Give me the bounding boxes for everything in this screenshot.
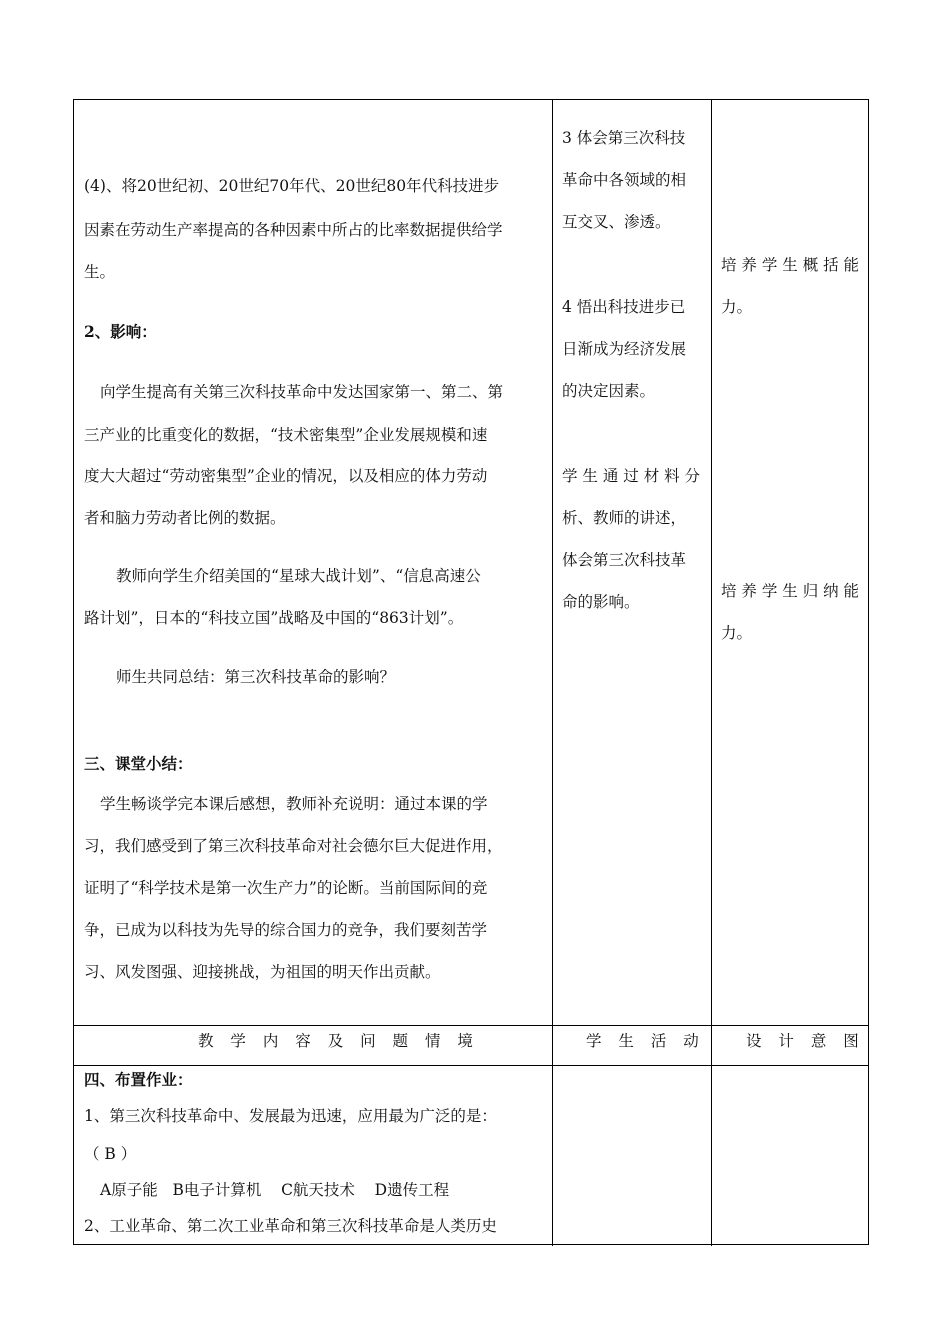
text-line: 度大大超过“劳动密集型”企业的情况，以及相应的体力劳动	[84, 467, 488, 485]
text-line: 培 养 学 生 归 纳 能	[721, 582, 860, 600]
text-line: 三产业的比重变化的数据，“技术密集型”企业发展规模和速	[84, 426, 488, 444]
text-line: 3 体会第三次科技	[562, 129, 686, 147]
text-line: 者和脑力劳动者比例的数据。	[84, 509, 286, 527]
question: 2、工业革命、第二次工业革命和第三次科技革命是人类历史	[84, 1217, 497, 1235]
header-content: 教 学 内 容 及 问 题 情 境	[198, 1032, 479, 1050]
intent-cell	[712, 100, 870, 1025]
text-line: 证明了“科学技术是第一次生产力”的论断。当前国际间的竞	[84, 879, 488, 897]
text-line: 析、教师的讲述，	[562, 509, 687, 527]
text-line: 革命中各领域的相	[562, 171, 687, 189]
text-line: 力。	[721, 298, 753, 316]
text-line: 因素在劳动生产率提高的各种因素中所占的比率数据提供给学	[84, 221, 503, 239]
header-activity: 学 生 活 动	[586, 1032, 705, 1050]
text-line: 教师向学生介绍美国的“星球大战计划”、“信息高速公	[116, 567, 481, 585]
text-line: 争，已成为以科技为先导的综合国力的竞争，我们要刻苦学	[84, 921, 488, 939]
question: 1、第三次科技革命中、发展最为迅速，应用最为广泛的是：	[84, 1107, 497, 1125]
text-line: 学 生 通 过 材 料 分	[562, 467, 701, 485]
homework-cell	[74, 1066, 552, 1246]
text-line: (4)、将20世纪初、20世纪70年代、20世纪80年代科技进步	[84, 177, 500, 195]
text-line: 培 养 学 生 概 括 能	[721, 256, 860, 274]
text-line: 路计划”，日本的“科技立国”战略及中国的“863计划”。	[84, 609, 464, 627]
section-heading: 四、布置作业：	[84, 1070, 193, 1089]
text-line: 的决定因素。	[562, 382, 656, 400]
text-line: 力。	[721, 624, 753, 642]
section-heading: 三、课堂小结：	[84, 754, 193, 773]
activity-cell	[553, 100, 711, 1025]
text-line: 日渐成为经济发展	[562, 340, 687, 358]
text-line: 命的影响。	[562, 593, 640, 611]
content-cell	[74, 100, 552, 1025]
row-divider	[74, 1025, 868, 1026]
text-line: 体会第三次科技革	[562, 551, 687, 569]
text-line: 学生畅谈学完本课后感想，教师补充说明：通过本课的学	[100, 795, 488, 813]
text-line: 向学生提高有关第三次科技革命中发达国家第一、第二、第	[100, 383, 504, 401]
text-line: 4 悟出科技进步已	[562, 298, 686, 316]
text-line: 师生共同总结：第三次科技革命的影响？	[116, 668, 396, 686]
text-line: 生。	[84, 263, 116, 281]
text-line: 习，我们感受到了第三次科技革命对社会德尔巨大促进作用，	[84, 837, 503, 855]
answer: （ B ）	[84, 1145, 137, 1163]
lesson-plan-table	[73, 99, 869, 1245]
section-heading: 2、影响：	[84, 322, 157, 341]
header-intent: 设 计 意 图	[746, 1032, 865, 1050]
text-line: 习、风发图强、迎接挑战，为祖国的明天作出贡献。	[84, 963, 441, 981]
text-line: 互交叉、渗透。	[562, 213, 671, 231]
options: A原子能 B电子计算机 C航天技术 D遗传工程	[100, 1181, 450, 1199]
